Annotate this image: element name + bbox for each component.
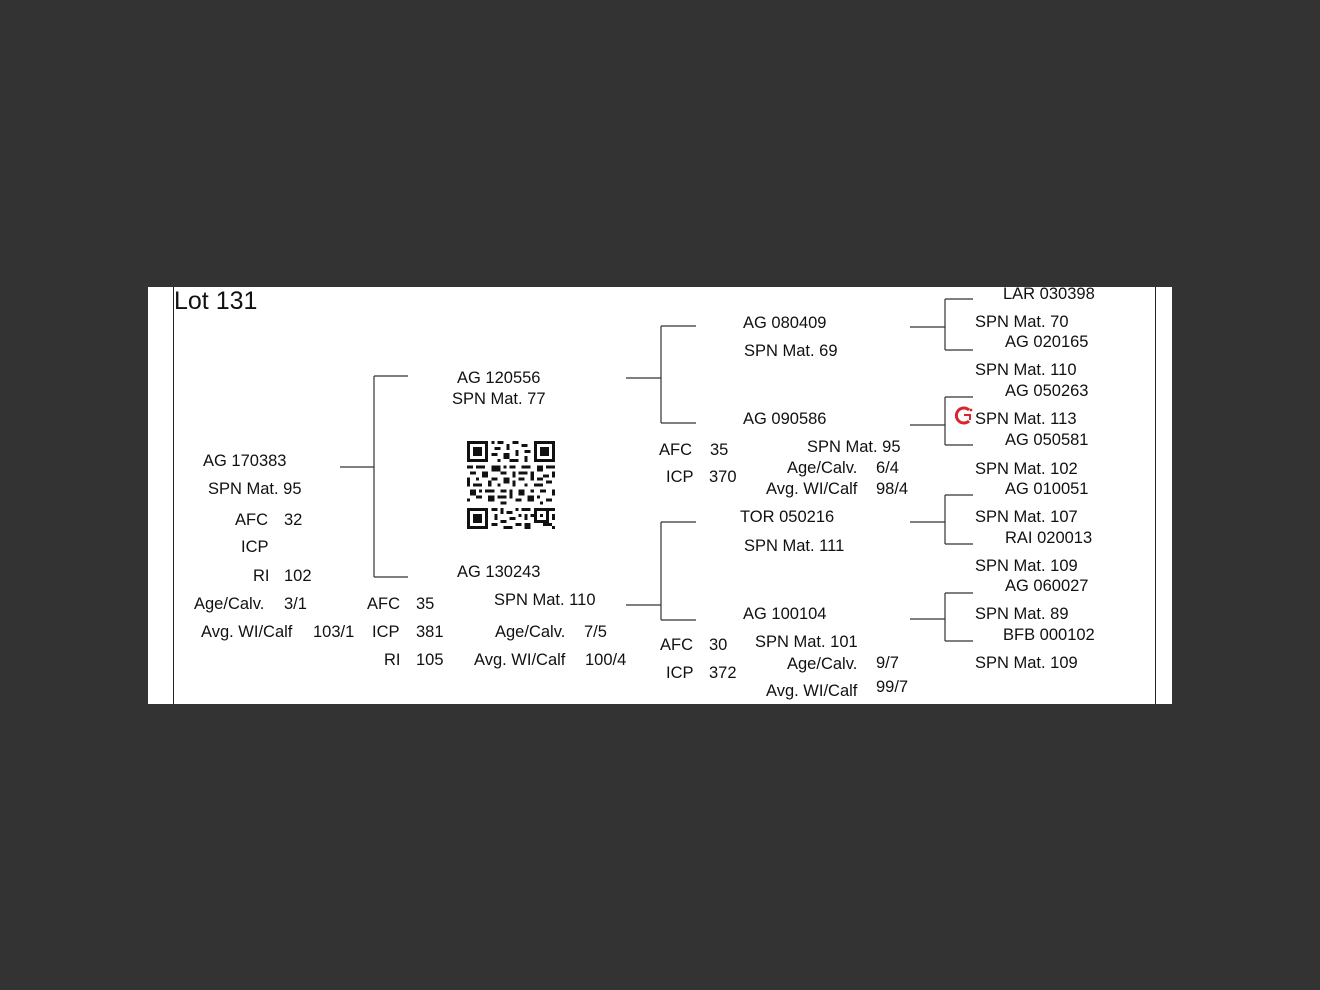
sire-dam-age-label: Age/Calv. — [787, 459, 858, 477]
subject-avg-value: 103/1 — [313, 623, 355, 641]
sire-dam-avg-label: Avg. WI/Calf — [766, 480, 858, 498]
dam-afc-label: AFC — [367, 595, 400, 613]
gen4-id-8: BFB 000102 — [1003, 626, 1095, 644]
gen4-id-4: AG 050581 — [1005, 431, 1089, 449]
sire-dam-icp-label: ICP — [666, 468, 694, 486]
sire-dam-afc-value: 35 — [710, 441, 729, 459]
sire-dam-id: AG 090586 — [743, 410, 827, 428]
sire-id: AG 120556 — [457, 369, 541, 387]
subject-age-label: Age/Calv. — [194, 595, 265, 613]
sire-sire-spn: SPN Mat. 69 — [744, 342, 838, 360]
subject-avg-label: Avg. WI/Calf — [201, 623, 293, 641]
dam-sire-spn: SPN Mat. 111 — [744, 537, 845, 555]
dam-avg-value: 100/4 — [585, 651, 627, 669]
gen4-spn-7: SPN Mat. 89 — [975, 605, 1069, 623]
gen4-id-3: AG 050263 — [1005, 382, 1089, 400]
subject-ri-label: RI — [253, 567, 270, 585]
dam-spn: SPN Mat. 110 — [494, 591, 596, 609]
sire-dam-spn: SPN Mat. 95 — [807, 438, 901, 456]
qr-code-icon — [467, 441, 555, 529]
sire-dam-afc-label: AFC — [659, 441, 692, 459]
dam-avg-label: Avg. WI/Calf — [474, 651, 566, 669]
gen4-id-1: LAR 030398 — [1003, 287, 1095, 303]
dam-icp-label: ICP — [372, 623, 400, 641]
dam-dam-age-value: 9/7 — [876, 654, 899, 672]
dam-afc-value: 35 — [416, 595, 435, 613]
dam-dam-avg-value: 99/7 — [876, 678, 909, 696]
gen4-id-2: AG 020165 — [1005, 333, 1089, 351]
dam-dam-age-label: Age/Calv. — [787, 655, 858, 673]
dam-dam-icp-label: ICP — [666, 664, 694, 682]
sire-spn: SPN Mat. 77 — [452, 390, 546, 408]
dam-dam-afc-label: AFC — [660, 636, 693, 654]
subject-age-value: 3/1 — [284, 595, 307, 613]
gen4-spn-2: SPN Mat. 110 — [975, 361, 1077, 379]
gen4-spn-8: SPN Mat. 109 — [975, 654, 1078, 672]
dam-ri-label: RI — [384, 651, 401, 669]
lot-title: Lot 131 — [174, 287, 258, 315]
gen4-spn-1: SPN Mat. 70 — [975, 313, 1069, 331]
gen4-spn-4: SPN Mat. 102 — [975, 460, 1078, 478]
gen4-id-7: AG 060027 — [1005, 577, 1089, 595]
sire-dam-age-value: 6/4 — [876, 459, 899, 477]
gen4-spn-3: SPN Mat. 113 — [975, 410, 1077, 428]
subject-afc-value: 32 — [284, 511, 303, 529]
subject-ri-value: 102 — [284, 567, 312, 585]
dam-id: AG 130243 — [457, 563, 541, 581]
subject-id: AG 170383 — [203, 452, 287, 470]
dam-age-label: Age/Calv. — [495, 623, 566, 641]
brand-logo-icon — [953, 405, 975, 427]
pedigree-sheet — [148, 287, 1172, 704]
sire-sire-id: AG 080409 — [743, 314, 827, 332]
gen4-spn-6: SPN Mat. 109 — [975, 557, 1078, 575]
dam-dam-id: AG 100104 — [743, 605, 827, 623]
dam-ri-value: 105 — [416, 651, 444, 669]
dam-dam-spn: SPN Mat. 101 — [755, 633, 858, 651]
sire-dam-icp-value: 370 — [709, 468, 737, 486]
gen4-id-6: RAI 020013 — [1005, 529, 1093, 547]
dam-sire-id: TOR 050216 — [740, 508, 835, 526]
dam-dam-avg-label: Avg. WI/Calf — [766, 682, 858, 700]
gen4-id-5: AG 010051 — [1005, 480, 1089, 498]
sire-dam-avg-value: 98/4 — [876, 480, 909, 498]
subject-spn: SPN Mat. 95 — [208, 480, 302, 498]
subject-afc-label: AFC — [235, 511, 268, 529]
subject-icp-label: ICP — [241, 538, 269, 556]
dam-dam-icp-value: 372 — [709, 664, 737, 682]
gen4-spn-5: SPN Mat. 107 — [975, 508, 1078, 526]
dam-age-value: 7/5 — [584, 623, 607, 641]
dam-dam-afc-value: 30 — [709, 636, 728, 654]
dam-icp-value: 381 — [416, 623, 444, 641]
